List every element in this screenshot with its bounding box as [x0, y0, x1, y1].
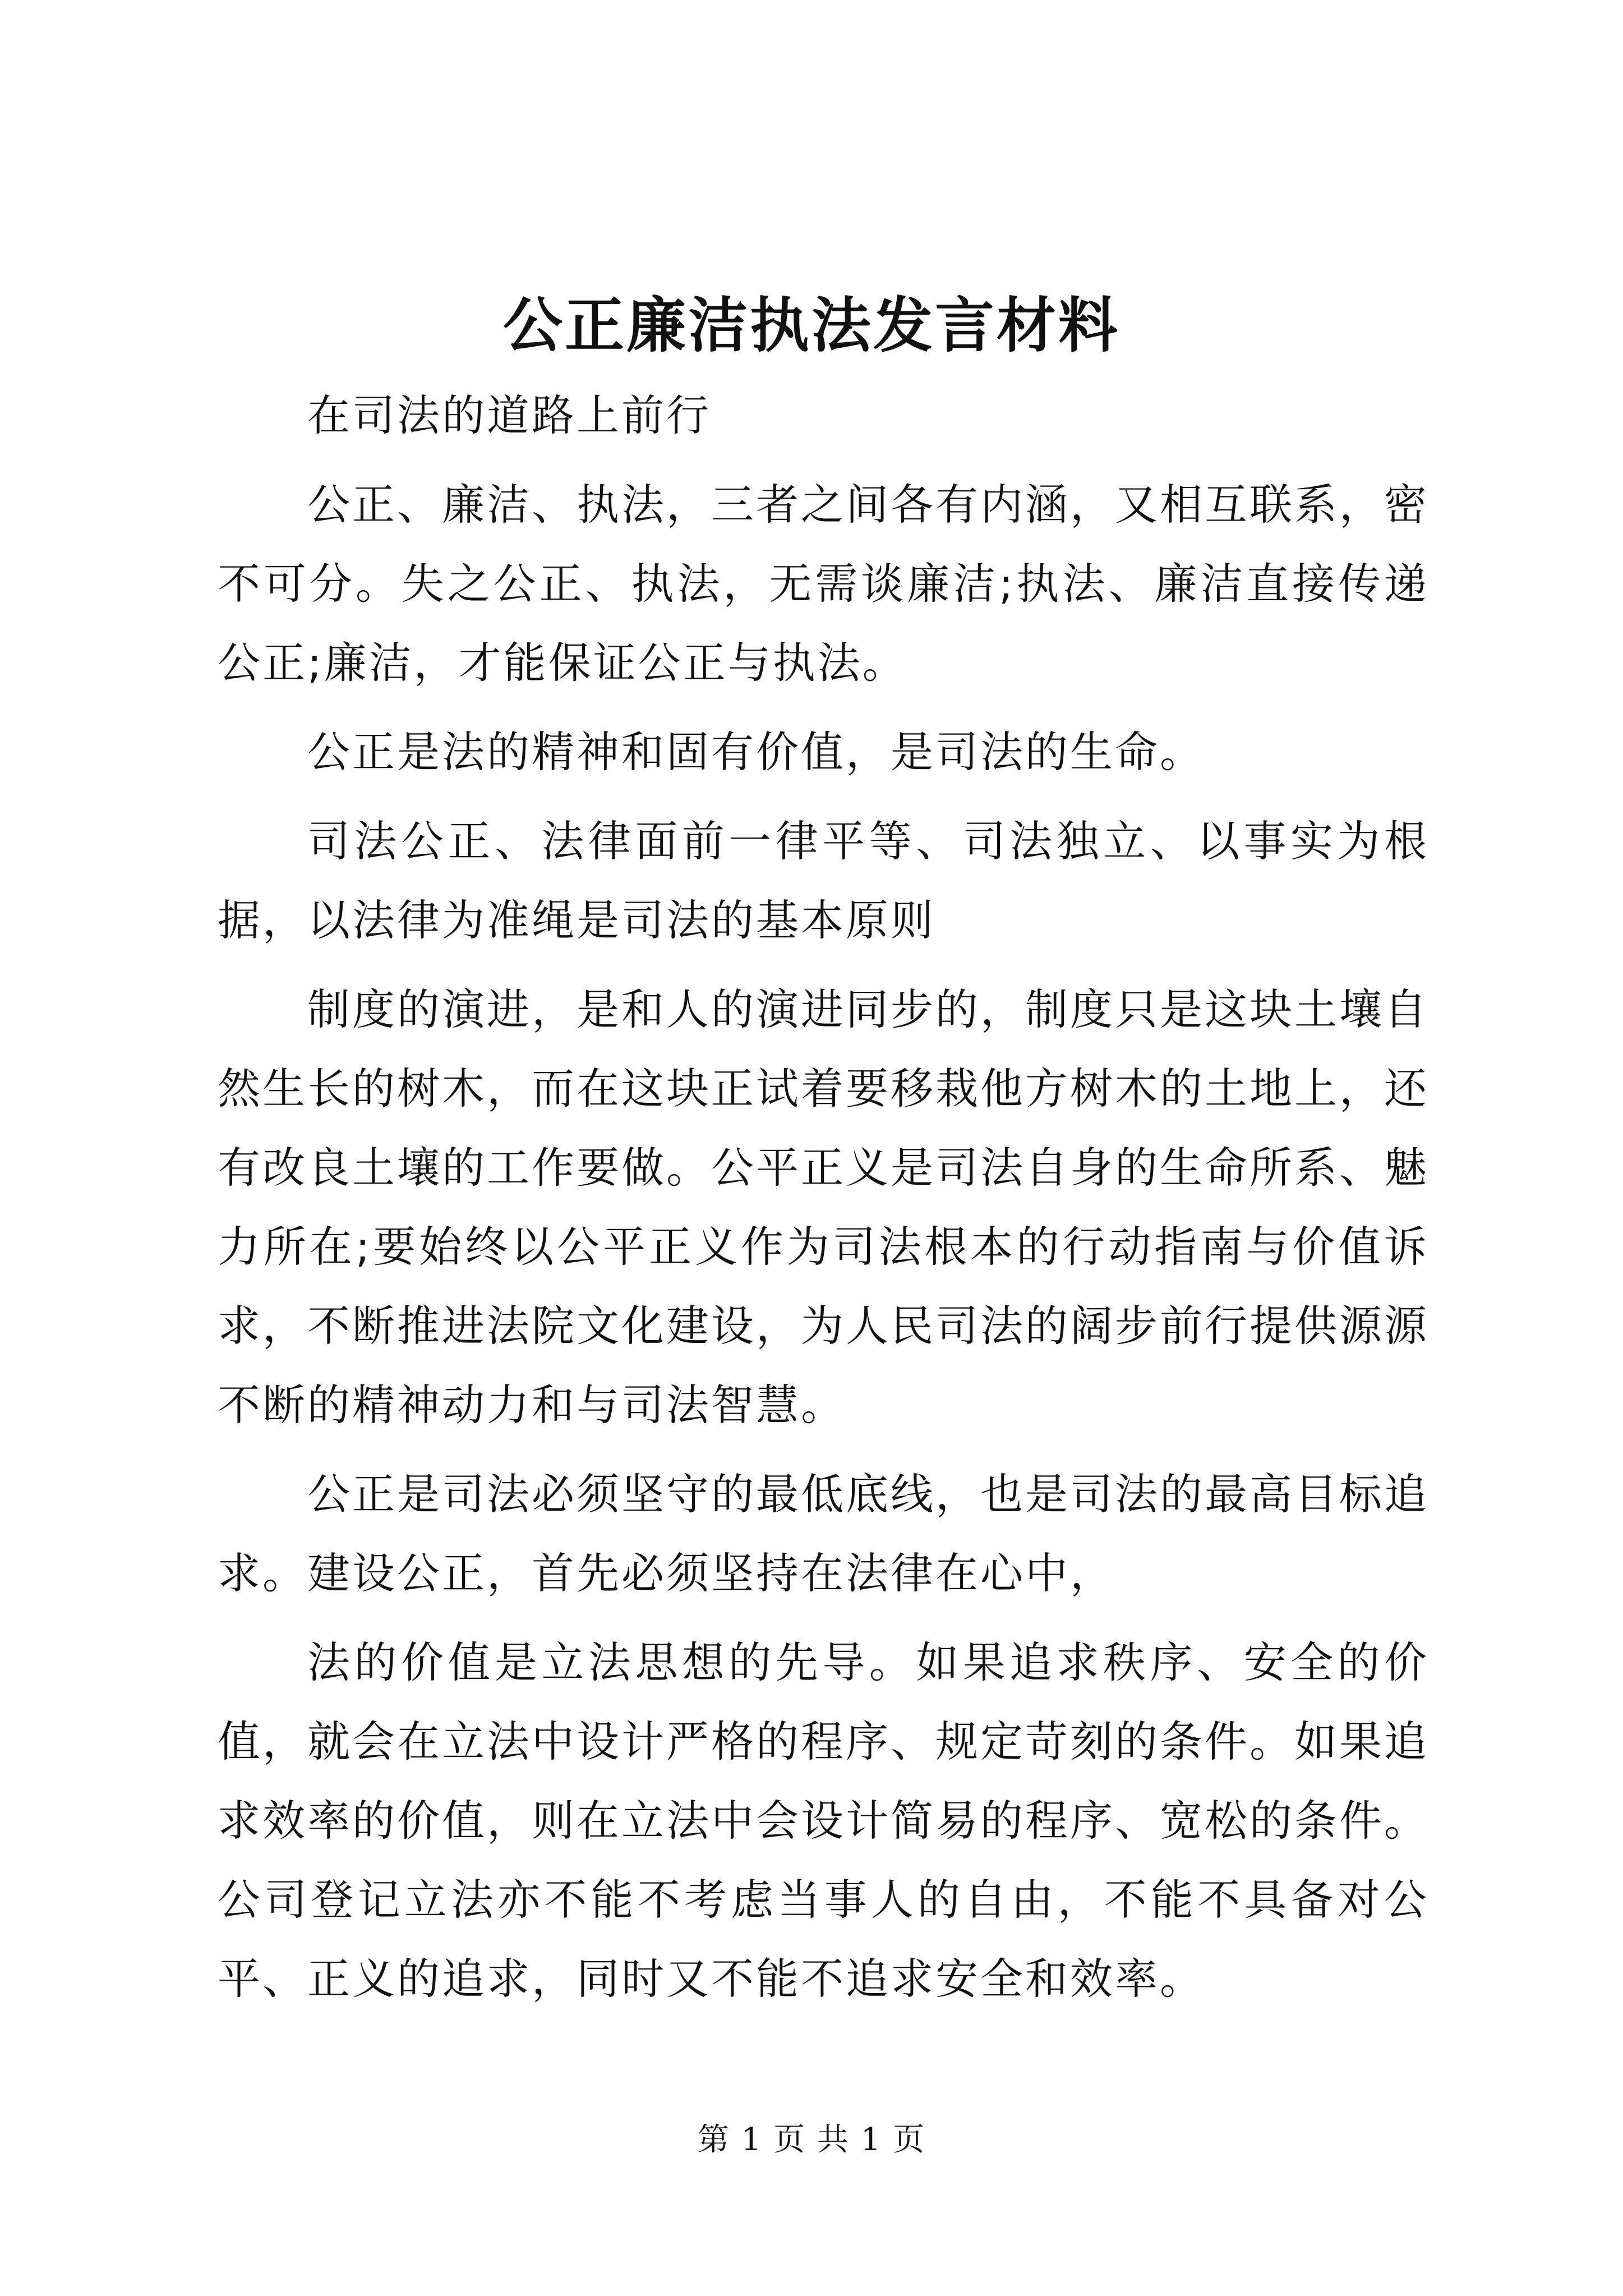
paragraph-7: 法的价值是立法思想的先导。如果追求秩序、安全的价值，就会在立法中设计严格的程序、规定苛刻的条件。如果追求效率的价值，则在立法中会设计简易的程序、宽松的条件。公司登记立法亦不能不考虑当事人的自由，不能不具备对公平、正义的追求，同时又不能不追求安全和效率。: [218, 1637, 1429, 2004]
document-title: 公正廉洁执法发言材料: [503, 290, 1120, 360]
paragraph-2: 公正、廉洁、执法，三者之间各有内涵，又相互联系，密不可分。失之公正、执法，无需谈廉洁;执法、廉洁直接传递公正;廉洁，才能保证公正与执法。: [218, 480, 1429, 688]
paragraph-6: 公正是司法必须坚守的最低底线，也是司法的最高目标追求。建设公正，首先必须坚持在法律在心中，: [218, 1469, 1429, 1598]
paragraph-1: 在司法的道路上前行: [307, 390, 711, 440]
paragraph-4: 司法公正、法律面前一律平等、司法独立、以事实为根据，以法律为准绳是司法的基本原则: [218, 816, 1429, 945]
paragraph-3: 公正是法的精神和固有价值，是司法的生命。: [307, 727, 1205, 777]
paragraph-5: 制度的演进，是和人的演进同步的，制度只是这块土壤自然生长的树木，而在这块正试着要移栽他方树木的土地上，还有改良土壤的工作要做。公平正义是司法自身的生命所系、魅力所在;要始终以公平正义作为司法根本的行动指南与价值诉求，不断推进法院文化建设，为人民司法的阔步前行提供源源不断的精神动力和与司法智慧。: [218, 984, 1429, 1430]
document-body: [218, 376, 1429, 2028]
page-footer: 第 1 页 共 1 页: [697, 2122, 926, 2158]
